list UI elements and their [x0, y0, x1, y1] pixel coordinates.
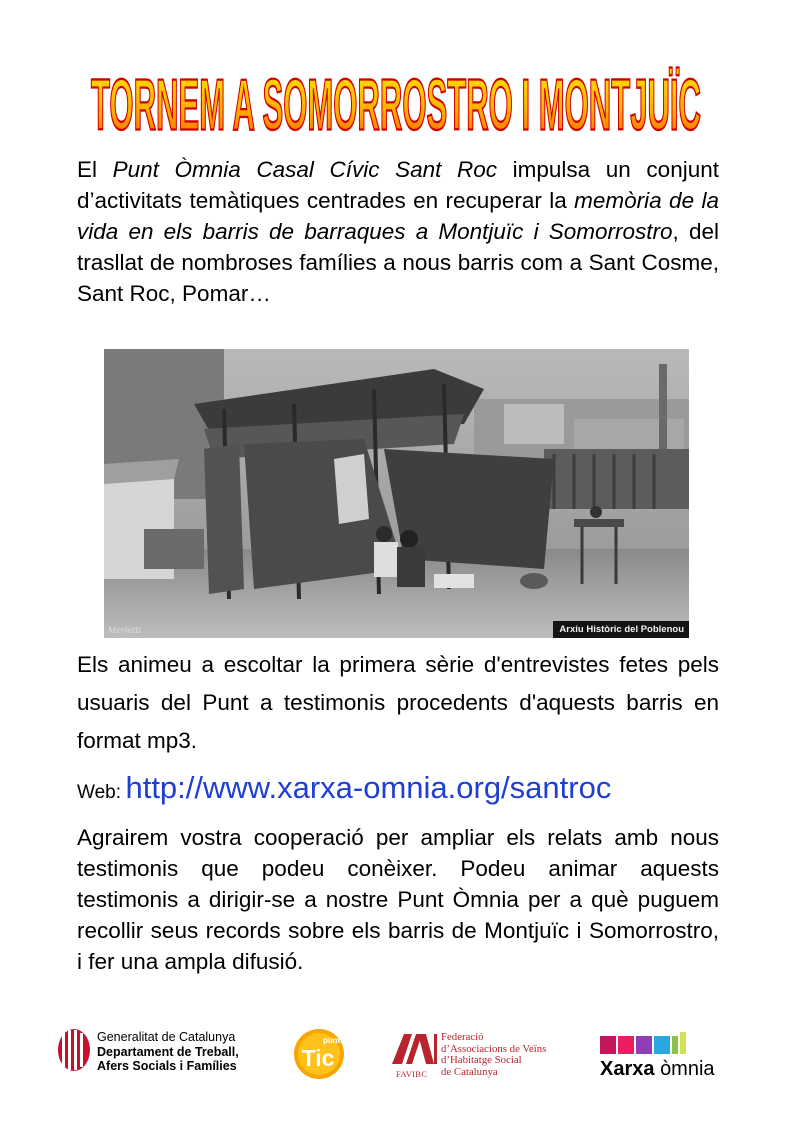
photo-signature: Merletti: [108, 626, 142, 635]
xarxa-squares-icon: [600, 1032, 710, 1056]
generalitat-text: [97, 1030, 239, 1074]
shanty-photo-illustration: [104, 349, 689, 638]
xarxa-omnia-logo: [600, 1032, 750, 1084]
organization-name: Punt Òmnia Casal Cívic Sant Roc: [112, 157, 498, 182]
closing-paragraph: Agrairem vostra cooperació per ampliar els relats amb nous testimonis que podeu conèixer. Podeu animar aquests testimonis a dirigir-se a nostre Punt Òmnia per a què puguem recollir seus records sobre els barris de Montjuïc i Somorrostro, i fer una ampla difusió.: [77, 825, 719, 974]
generalitat-logo: [57, 1028, 257, 1076]
web-line: [77, 770, 611, 806]
xarxa-word-1: Xarxa: [600, 1058, 655, 1080]
page-title: [0, 50, 793, 140]
photo-credit: Arxiu Històric del Poblenou: [553, 621, 689, 638]
tic-small-text: punt: [323, 1036, 341, 1045]
website-link[interactable]: http://www.xarxa-omnia.org/santroc: [125, 770, 612, 805]
gencat-line-2: Departament de Treball,: [97, 1044, 239, 1059]
xarxa-word-2: òmnia: [660, 1058, 715, 1080]
title-text: TORNEM A SOMORROSTRO I MONTJUÏC: [90, 65, 701, 140]
favibc-name: FAVIBC: [396, 1069, 428, 1079]
favibc-emblem-icon: [392, 1032, 438, 1068]
favibc-line-2: d’Associacions de Veïns: [441, 1042, 547, 1055]
intro-text-1: El: [77, 157, 113, 182]
title-graphic: [0, 50, 793, 140]
historic-photo: [104, 349, 689, 638]
favibc-line-4: de Catalunya: [441, 1065, 498, 1078]
intro-text-3: , del trasllat de nombroses famílies a nous barris com a Sant Cosme, Sant Roc, Pomar…: [77, 219, 719, 306]
gencat-line-3: Afers Socials i Famílies: [97, 1059, 237, 1073]
logos-footer: [0, 1020, 793, 1090]
topic-text: memòria de la vida en els barris de barraques a Montjuïc i Somorrostro: [77, 188, 719, 244]
xarxa-text: [600, 1058, 715, 1081]
intro-paragraph: [77, 154, 719, 309]
favibc-line-3: d’Habitatge Social: [441, 1054, 522, 1066]
punt-tic-logo: [293, 1028, 345, 1080]
tic-big-text: Tic: [301, 1045, 335, 1071]
intro-text-2: impulsa un conjunt d’activitats temàtiques centrades en recuperar la: [77, 157, 719, 213]
invite-paragraph: Els animeu a escoltar la primera sèrie d'entrevistes fetes pels usuaris del Punt a testimonis procedents d'aquests barris en format mp3.: [77, 652, 719, 753]
favibc-text: [441, 1032, 546, 1078]
favibc-logo: [392, 1032, 572, 1080]
web-label: Web:: [77, 782, 122, 803]
punt-tic-icon: [293, 1028, 345, 1080]
gencat-line-1: Generalitat de Catalunya: [97, 1030, 236, 1044]
favibc-line-1: Federació: [441, 1031, 484, 1043]
catalan-flag-icon: [57, 1028, 91, 1072]
